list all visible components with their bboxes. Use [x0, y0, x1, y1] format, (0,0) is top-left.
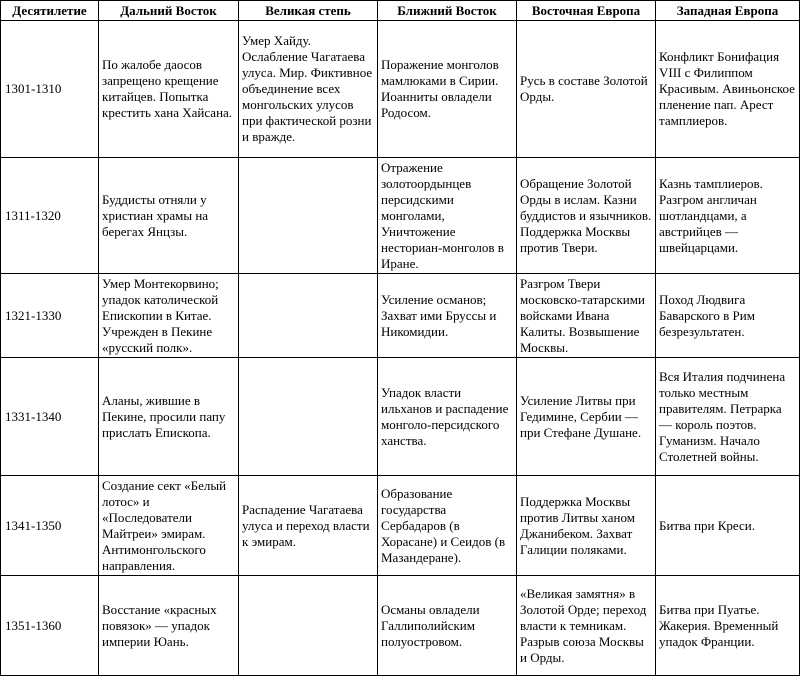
far-east-cell: Создание сект «Белый лотос» и «Последователи Майтреи» эмирам. Антимонгольского направления. [99, 476, 239, 576]
near-east-cell: Поражение монголов мамлюками в Сирии. Иоанниты овладели Родосом. [378, 21, 517, 158]
table-row [1, 21, 800, 158]
far-east-cell: Буддисты отняли у христиан храмы на берегах Янцзы. [99, 158, 239, 274]
table-row [1, 576, 800, 676]
decade-cell: 1311-1320 [1, 158, 99, 274]
table-row [1, 158, 800, 274]
header-row [1, 1, 800, 21]
eastern-europe-cell: Разгром Твери московско-татарскими войсками Ивана Калиты. Возвышение Москвы. [517, 274, 656, 358]
western-europe-cell: Битва при Пуатье. Жакерия. Временный упадок Франции. [656, 576, 800, 676]
decade-cell: 1351-1360 [1, 576, 99, 676]
header-far-east: Дальний Восток [99, 1, 239, 21]
great-steppe-cell [239, 358, 378, 476]
decade-cell: 1341-1350 [1, 476, 99, 576]
eastern-europe-cell: Поддержка Москвы против Литвы ханом Джанибеком. Захват Галиции поляками. [517, 476, 656, 576]
decade-cell: 1321-1330 [1, 274, 99, 358]
header-near-east: Ближний Восток [378, 1, 517, 21]
table-row [1, 476, 800, 576]
eastern-europe-cell: Обращение Золотой Орды в ислам. Казни буддистов и язычников. Поддержка Москвы против Твери. [517, 158, 656, 274]
header-eastern-europe: Восточная Европа [517, 1, 656, 21]
header-western-europe: Западная Европа [656, 1, 800, 21]
header-great-steppe: Великая степь [239, 1, 378, 21]
far-east-cell: Умер Монтекорвино; упадок католической Епископии в Китае. Учрежден в Пекине «русский полк». [99, 274, 239, 358]
near-east-cell: Османы овладели Галлиполийским полуостровом. [378, 576, 517, 676]
far-east-cell: По жалобе даосов запрещено крещение китайцев. Попытка крестить хана Хайсана. [99, 21, 239, 158]
decade-cell: 1331-1340 [1, 358, 99, 476]
eastern-europe-cell: Усиление Литвы при Гедимине, Сербии — при Стефане Душане. [517, 358, 656, 476]
western-europe-cell: Конфликт Бонифация VIII с Филиппом Красивым. Авиньонское пленение пап. Арест тамплиеров. [656, 21, 800, 158]
great-steppe-cell [239, 576, 378, 676]
great-steppe-cell [239, 158, 378, 274]
great-steppe-cell: Умер Хайду. Ослабление Чагатаева улуса. Мир. Фиктивное объединение всех монгольских улусов при фактической розни и вражде. [239, 21, 378, 158]
near-east-cell: Усиление османов; Захват ими Бруссы и Никомидии. [378, 274, 517, 358]
far-east-cell: Аланы, жившие в Пекине, просили папу прислать Епископа. [99, 358, 239, 476]
eastern-europe-cell: Русь в составе Золотой Орды. [517, 21, 656, 158]
far-east-cell: Восстание «красных повязок» — упадок империи Юань. [99, 576, 239, 676]
decade-cell: 1301-1310 [1, 21, 99, 158]
great-steppe-cell [239, 274, 378, 358]
western-europe-cell: Битва при Креси. [656, 476, 800, 576]
table-row [1, 274, 800, 358]
near-east-cell: Отражение золотоордынцев персидскими монголами, Уничтожение несториан-монголов в Иране. [378, 158, 517, 274]
near-east-cell: Упадок власти ильханов и распадение монголо-персидского ханства. [378, 358, 517, 476]
western-europe-cell: Казнь тамплиеров. Разгром англичан шотландцами, а австрийцев — швейцарцами. [656, 158, 800, 274]
eastern-europe-cell: «Великая замятня» в Золотой Орде; переход власти к темникам. Разрыв союза Москвы и Орды. [517, 576, 656, 676]
table-row [1, 358, 800, 476]
great-steppe-cell: Распадение Чагатаева улуса и переход власти к эмирам. [239, 476, 378, 576]
western-europe-cell: Вся Италия подчинена только местным правителям. Петрарка — король поэтов. Гуманизм. Начало Столетней войны. [656, 358, 800, 476]
western-europe-cell: Поход Людвига Баварского в Рим безрезультатен. [656, 274, 800, 358]
header-decade: Десятилетие [1, 1, 99, 21]
near-east-cell: Образование государства Сербадаров (в Хорасане) и Сеидов (в Мазандеране). [378, 476, 517, 576]
